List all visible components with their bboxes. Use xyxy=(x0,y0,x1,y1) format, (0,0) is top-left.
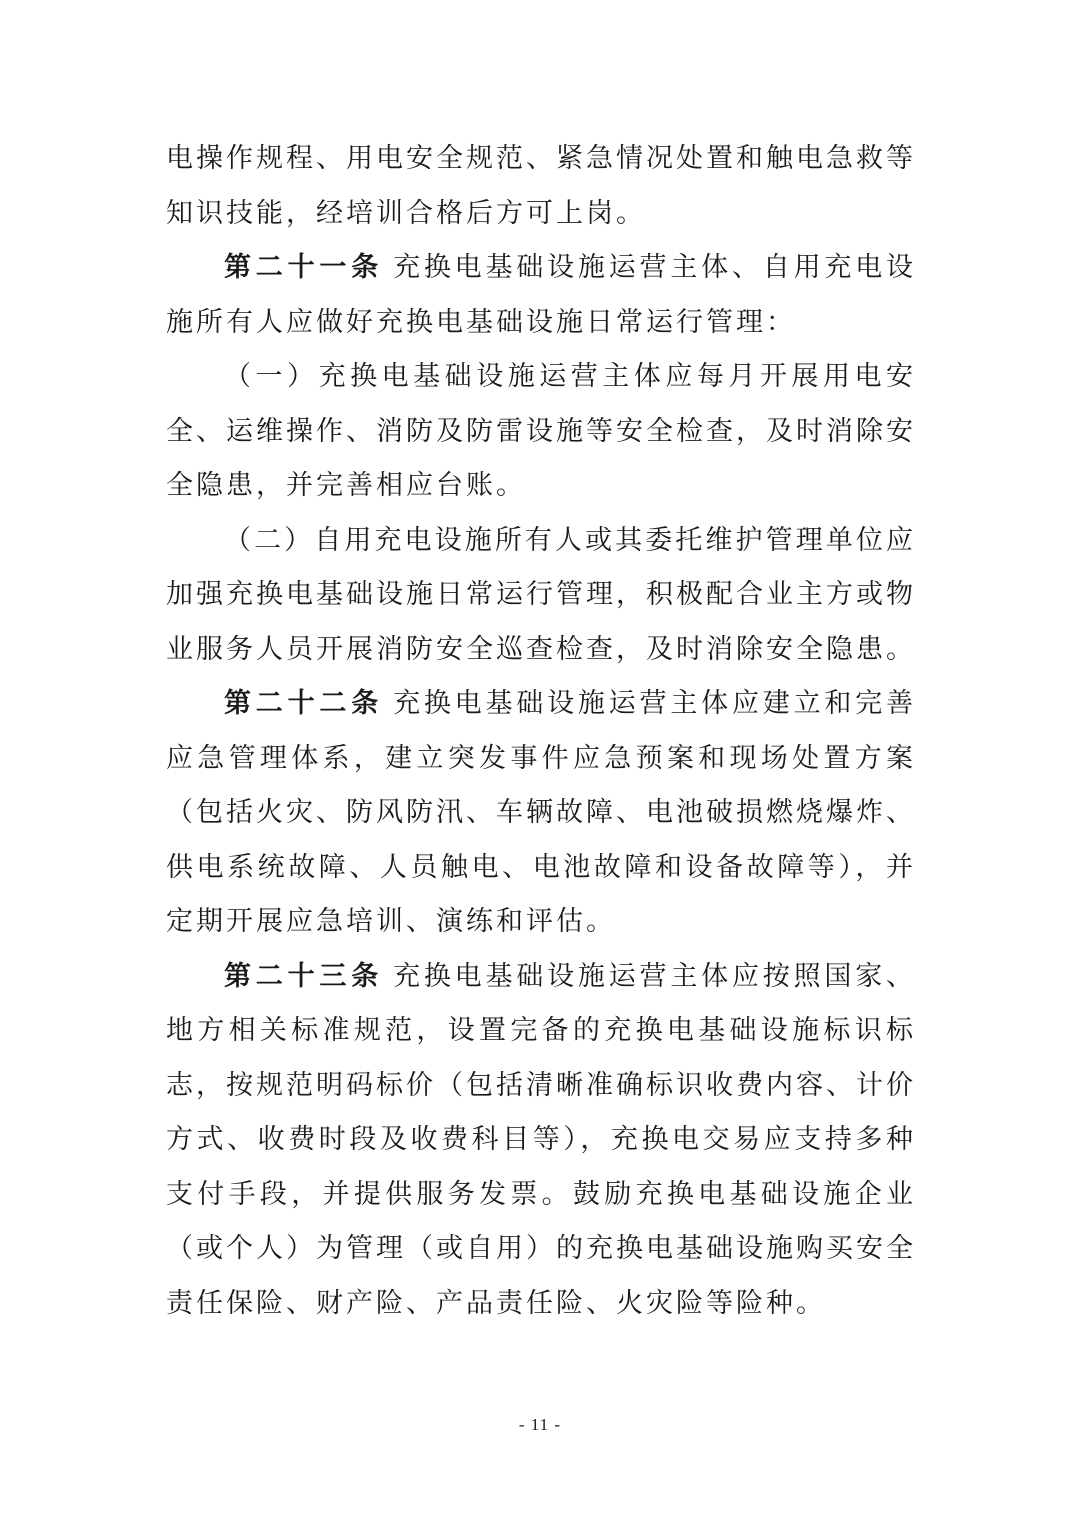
page-number: - 11 - xyxy=(518,1415,562,1434)
article-21-heading: 第二十一条 xyxy=(224,252,384,283)
article-23-heading: 第二十三条 xyxy=(224,960,384,992)
paragraph-continuation: 电操作规程、用电安全规范、紧急情况处置和触电急救等知识技能，经培训合格后方可上岗。 xyxy=(166,143,916,229)
article-21-item-1: （一）充换电基础设施运营主体应每月开展用电安全、运维操作、消防及防雷设施等安全检查，及时消除安全隐患，并完善相应台账。 xyxy=(166,361,916,501)
article-23-text: 充换电基础设施运营主体应按照国家、地方相关标准规范，设置完备的充换电基础设施标识标志，按规范明码标价（包括清晰准确标识收费内容、计价方式、收费时段及收费科目等），充换电交易应支持多种支付手段，并提供服务发票。鼓励充换电基础设施企业（或个人）为管理（或自用）的充换电基础设施购买安全责任保险、财产险、产品责任险、火灾险等险种。 xyxy=(166,960,917,1319)
document-body xyxy=(166,132,916,1331)
article-22-text: 充换电基础设施运营主体应建立和完善应急管理体系，建立突发事件应急预案和现场处置方案（包括火灾、防风防汛、车辆故障、电池破损燃烧爆炸、供电系统故障、人员触电、电池故障和设备故障等），并定期开展应急培训、演练和评估。 xyxy=(166,688,917,937)
article-23 xyxy=(166,950,916,1332)
article-21-item-2: （二）自用充电设施所有人或其委托维护管理单位应加强充换电基础设施日常运行管理，积极配合业主方或物业服务人员开展消防安全巡查检查，及时消除安全隐患。 xyxy=(166,524,916,665)
article-21 xyxy=(166,241,916,350)
article-22-heading: 第二十二条 xyxy=(224,688,384,719)
article-21-text: 充换电基础设施运营主体、自用充电设施所有人应做好充换电基础设施日常运行管理： xyxy=(166,252,917,338)
article-22 xyxy=(166,677,916,950)
